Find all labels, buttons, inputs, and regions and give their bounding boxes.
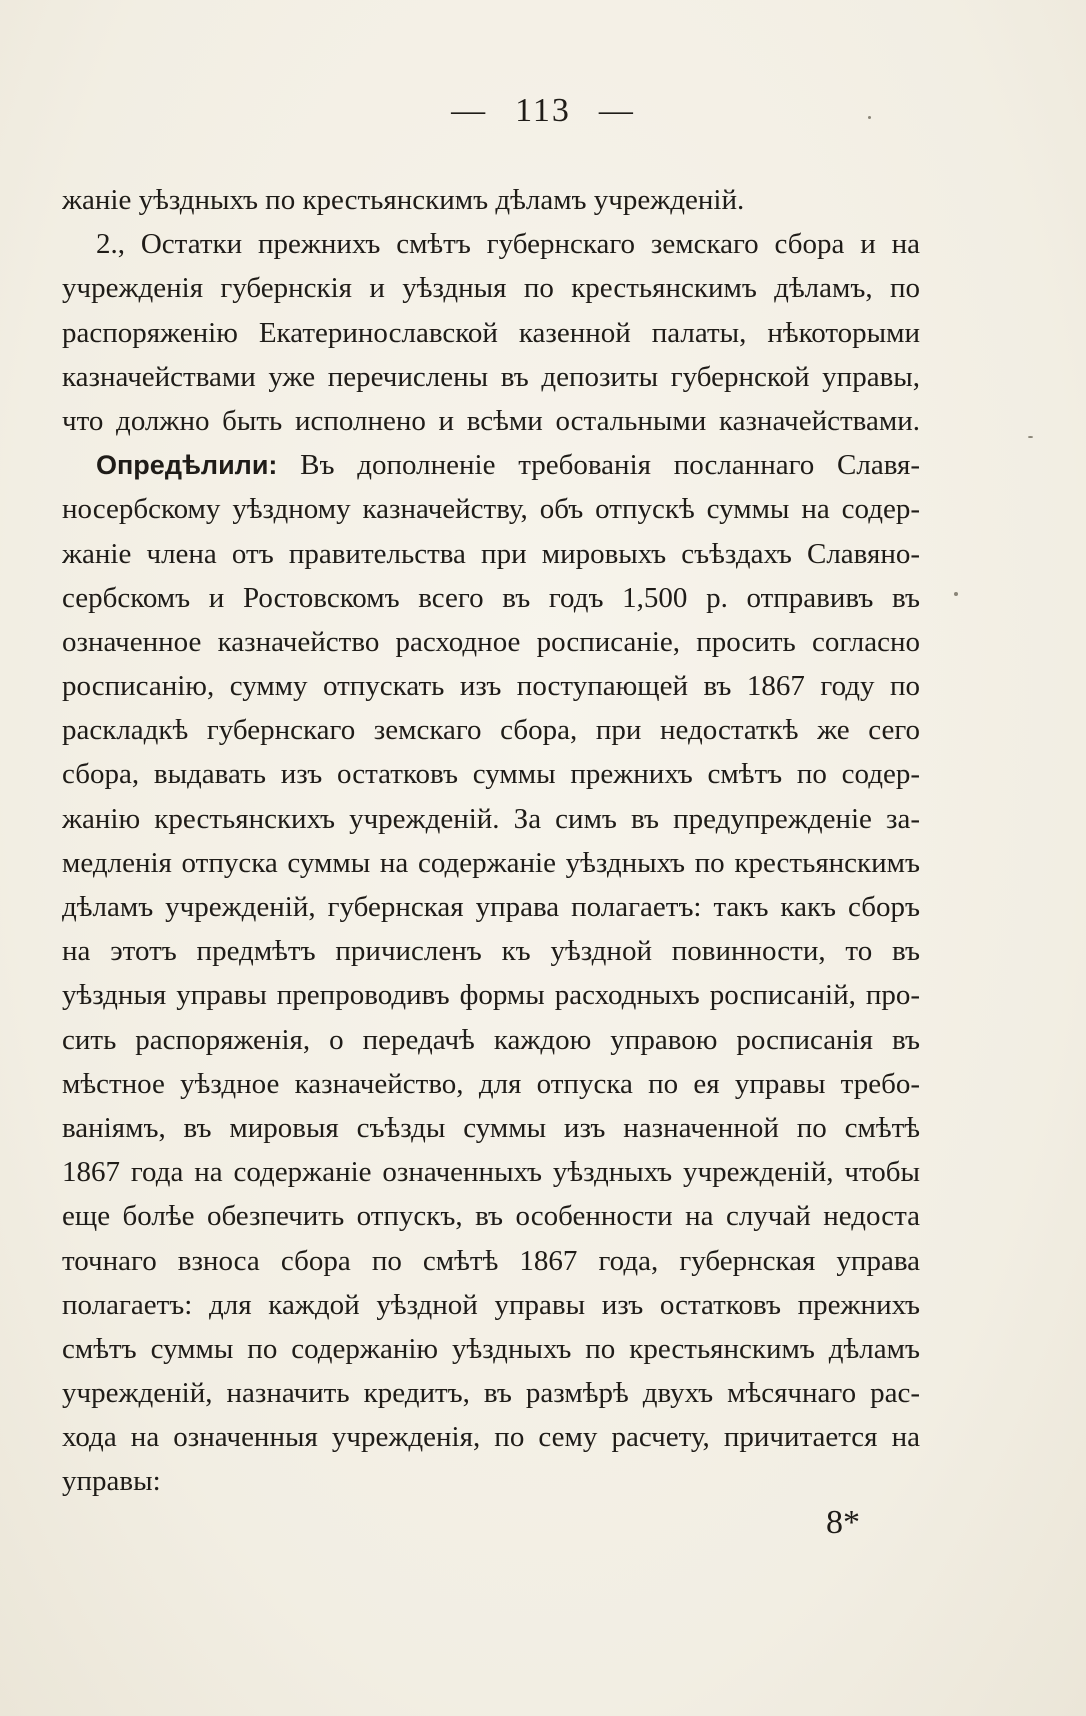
text-line: распоряженію Екатеринославской казенной палаты, нѣкоторыми — [62, 316, 920, 349]
text-line-resolution — [62, 443, 920, 487]
text-line: сербскомъ и Ростовскомъ всего въ годъ 1,500 р. отправивъ въ — [62, 581, 920, 614]
text-line: жаніе уѣздныхъ по крестьянскимъ дѣламъ учрежденій. — [62, 184, 745, 216]
text-line: раскладкѣ губернскаго земскаго сбора, при недостаткѣ же сего — [62, 714, 920, 747]
text-line: полагаетъ: для каждой уѣздной управы изъ остатковъ прежнихъ — [62, 1288, 920, 1321]
text-line: мѣстное уѣздное казначейство, для отпуска по ея управы требо- — [62, 1067, 920, 1100]
text-line: уѣздныя управы препроводивъ формы расходныхъ росписаній, про- — [62, 979, 920, 1012]
ink-speck — [868, 116, 871, 119]
header-dash-right: — — [598, 92, 635, 129]
text-line: дѣламъ учрежденій, губернская управа полагаетъ: такъ какъ сборъ — [62, 891, 920, 923]
page-number: 113 — [515, 92, 571, 129]
text-line: 1867 года на содержаніе означенныхъ уѣздныхъ учрежденій, чтобы — [62, 1156, 920, 1189]
resolution-heading: Опредѣлили: — [96, 450, 278, 481]
text-line: учрежденій, назначить кредитъ, въ размѣрѣ двухъ мѣсячнаго рас- — [62, 1377, 920, 1410]
text-line: сить распоряженія, о передачѣ каждою управою росписанія въ — [62, 1023, 920, 1056]
ink-speck — [1028, 436, 1033, 438]
text-line: росписанію, сумму отпускать изъ поступающей въ 1867 году по — [62, 670, 920, 703]
ink-speck — [954, 592, 958, 596]
text-line: управы: — [62, 1465, 161, 1498]
text-line: означенное казначейство расходное росписаніе, просить согласно — [62, 625, 920, 658]
text-line: смѣтъ суммы по содержанію уѣздныхъ по крестьянскимъ дѣламъ — [62, 1332, 920, 1365]
text-line: жанію крестьянскихъ учрежденій. За симъ въ предупрежденіе за- — [62, 802, 920, 835]
text-line: на этотъ предмѣтъ причисленъ къ уѣздной повинности, то въ — [62, 935, 920, 968]
text-line: еще болѣе обезпечить отпускъ, въ особенности на случай недоста — [62, 1200, 920, 1233]
text-line: 2., Остатки прежнихъ смѣтъ губернскаго земскаго сбора и на — [96, 228, 920, 261]
text-line: жаніе члена отъ правительства при мировыхъ съѣздахъ Славяно- — [62, 537, 920, 570]
text-line: казначействами уже перечислены въ депозиты губернской управы, — [62, 360, 920, 393]
text-line: ваніямъ, въ мировыя съѣзды суммы изъ назначенной по смѣтѣ — [62, 1111, 920, 1144]
page-body — [62, 178, 920, 1504]
text-line: медленія отпуска суммы на содержаніе уѣздныхъ по крестьянскимъ — [62, 846, 920, 879]
signature-mark: 8* — [826, 1504, 860, 1541]
text-line: что должно быть исполнено и всѣми остальными казначействами. — [62, 404, 920, 437]
page-header — [0, 92, 1086, 130]
resolution-text: Въ дополненіе требованія посланнаго Славя- — [277, 449, 920, 482]
text-line: точнаго взноса сбора по смѣтѣ 1867 года, губернская управа — [62, 1244, 920, 1277]
text-line: хода на означенныя учрежденія, по сему расчету, причитается на — [62, 1421, 920, 1454]
header-dash-left: — — [451, 92, 488, 129]
text-line: учрежденія губернскія и уѣздныя по крестьянскимъ дѣламъ, по — [62, 272, 920, 305]
text-line: сбора, выдавать изъ остатковъ суммы прежнихъ смѣтъ по содер- — [62, 758, 920, 791]
text-line: носербскому уѣздному казначейству, объ отпускѣ суммы на содер- — [62, 493, 920, 526]
